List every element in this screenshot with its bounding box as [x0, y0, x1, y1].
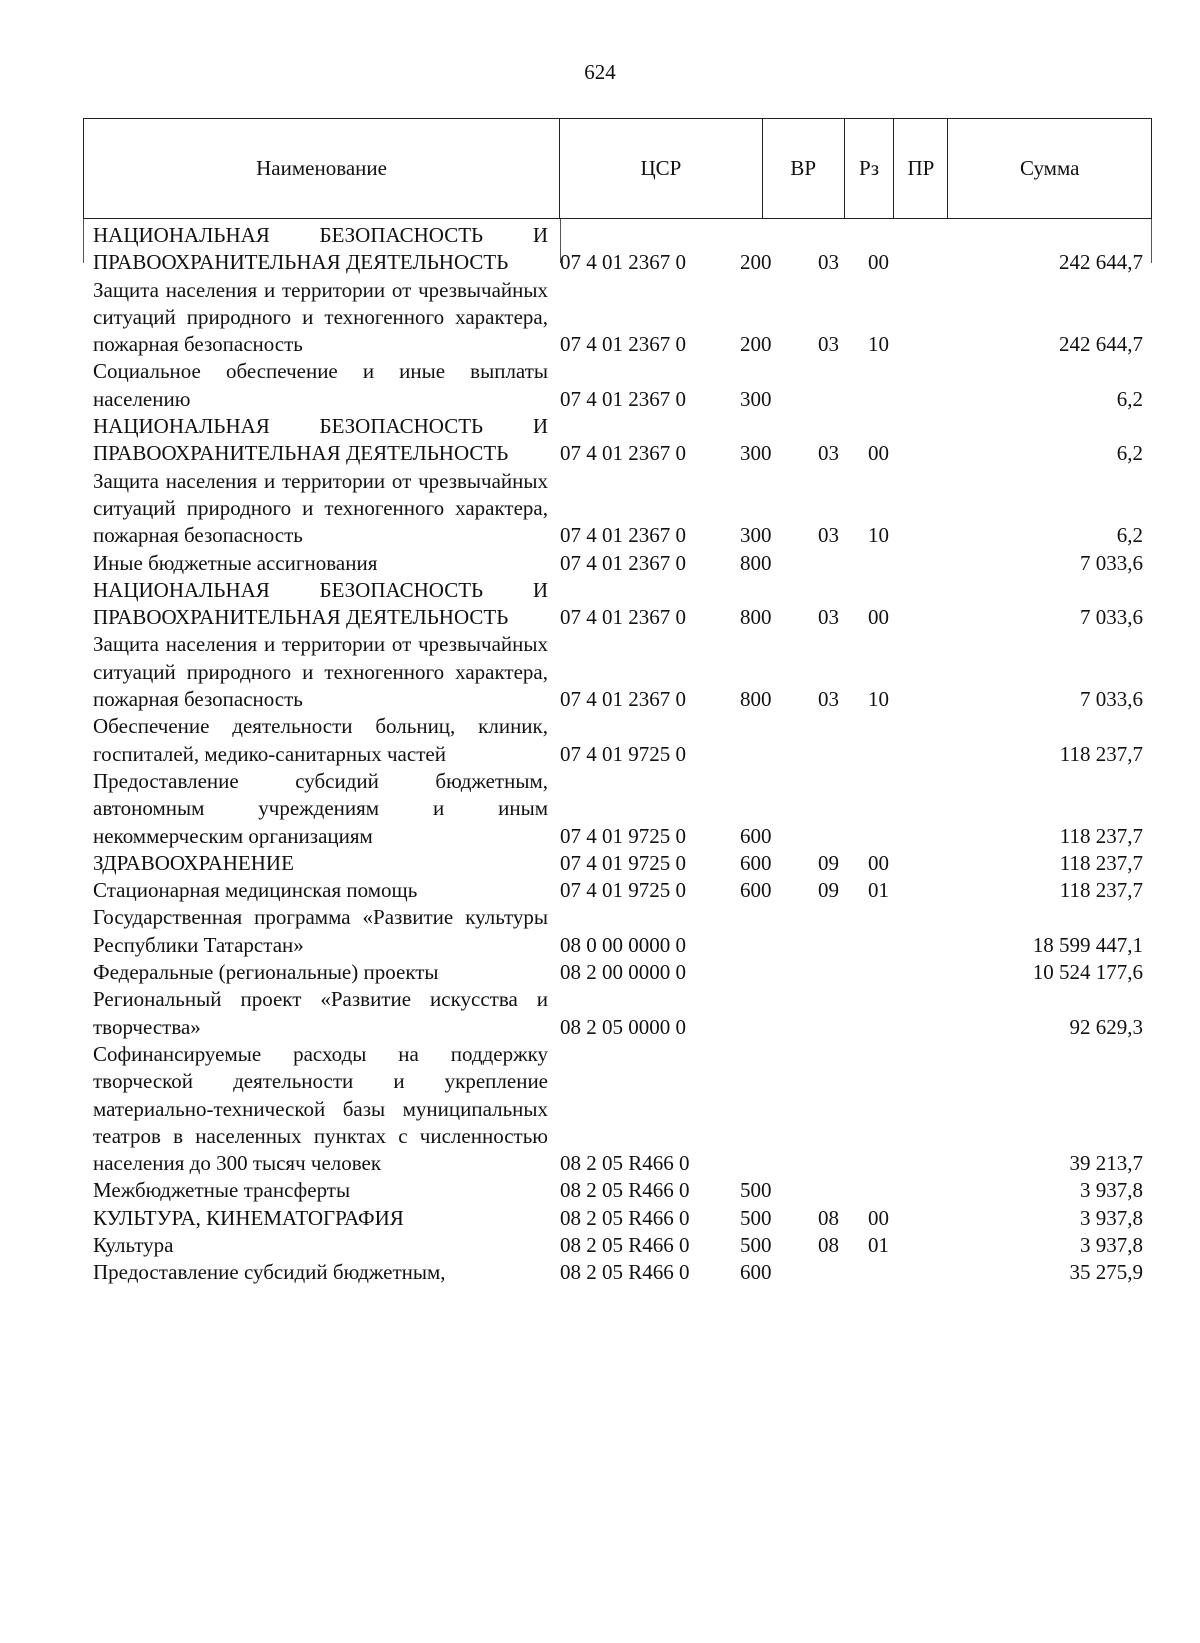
table-row [93, 1177, 1143, 1204]
row-csr: 08 2 05 R466 0 [560, 1260, 690, 1285]
row-rz: 03 [818, 523, 839, 548]
row-pr: 10 [868, 332, 889, 357]
row-name: Стационарная медицинская помощь [93, 878, 418, 903]
row-vr: 600 [740, 850, 772, 875]
row-rz: 03 [818, 250, 839, 275]
row-rz: 03 [818, 687, 839, 712]
row-name: Софинансируемые расходы на поддержку творческой деятельности и укрепление материально-технической базы муниципальных театров в населенных пунктах с численностью населения до 300 тысяч человек [93, 1041, 548, 1176]
table-row [93, 959, 1143, 986]
table-row [93, 713, 1143, 768]
row-sum: 118 237,7 [1059, 878, 1143, 903]
header-vr: ВР [763, 119, 845, 218]
row-csr: 07 4 01 2367 0 [560, 332, 686, 357]
table-row [93, 222, 1143, 277]
table-row [93, 277, 1143, 359]
table-row [93, 986, 1143, 1041]
page-number: 624 [584, 60, 616, 84]
row-csr: 07 4 01 2367 0 [560, 386, 686, 411]
table-row [93, 877, 1143, 904]
row-sum: 7 033,6 [1080, 550, 1143, 575]
table-row [93, 358, 1143, 413]
row-csr: 07 4 01 2367 0 [560, 550, 686, 575]
row-sum: 7 033,6 [1080, 687, 1143, 712]
header-pr: ПР [894, 119, 948, 218]
row-pr: 00 [868, 605, 889, 630]
row-csr: 08 2 05 R466 0 [560, 1178, 690, 1203]
row-sum: 10 524 177,6 [1032, 960, 1143, 985]
table-row [93, 631, 1143, 713]
row-sum: 118 237,7 [1059, 850, 1143, 875]
table-body [93, 222, 1143, 1287]
row-vr: 200 [740, 332, 772, 357]
row-csr: 08 2 05 R466 0 [560, 1151, 690, 1176]
column-divider [83, 219, 84, 263]
row-csr: 07 4 01 9725 0 [560, 878, 686, 903]
row-csr: 08 2 05 0000 0 [560, 1014, 686, 1039]
row-rz: 09 [818, 850, 839, 875]
table-row [93, 850, 1143, 877]
row-vr: 300 [740, 441, 772, 466]
row-sum: 6,2 [1116, 441, 1143, 466]
table-row [93, 1232, 1143, 1259]
table-row [93, 1205, 1143, 1232]
row-sum: 7 033,6 [1080, 605, 1143, 630]
row-name: Иные бюджетные ассигнования [93, 550, 378, 575]
row-vr: 500 [740, 1205, 772, 1230]
row-csr: 08 2 00 0000 0 [560, 960, 686, 985]
row-csr: 07 4 01 2367 0 [560, 523, 686, 548]
row-name: НАЦИОНАЛЬНАЯ БЕЗОПАСНОСТЬ И ПРАВООХРАНИТЕЛЬНАЯ ДЕЯТЕЛЬНОСТЬ [93, 577, 548, 630]
row-name: Государственная программа «Развитие культуры Республики Татарстан» [93, 905, 548, 957]
row-csr: 07 4 01 2367 0 [560, 250, 686, 275]
row-name: Защита населения и территории от чрезвычайных ситуаций природного и техногенного характера, пожарная безопасность [93, 632, 548, 712]
row-pr: 01 [868, 1232, 889, 1257]
row-vr: 800 [740, 550, 772, 575]
row-csr: 07 4 01 2367 0 [560, 605, 686, 630]
row-name: Межбюджетные трансферты [93, 1178, 351, 1203]
row-vr: 600 [740, 1260, 772, 1285]
row-rz: 03 [818, 605, 839, 630]
row-pr: 00 [868, 1205, 889, 1230]
row-name: ЗДРАВООХРАНЕНИЕ [93, 850, 294, 875]
row-pr: 10 [868, 523, 889, 548]
row-csr: 07 4 01 9725 0 [560, 850, 686, 875]
row-pr: 10 [868, 687, 889, 712]
row-name: НАЦИОНАЛЬНАЯ БЕЗОПАСНОСТЬ И ПРАВООХРАНИТЕЛЬНАЯ ДЕЯТЕЛЬНОСТЬ [93, 414, 548, 466]
row-sum: 35 275,9 [1069, 1260, 1143, 1285]
table-row [93, 468, 1143, 550]
row-sum: 6,2 [1116, 523, 1143, 548]
header-sum: Сумма [1019, 156, 1080, 180]
row-vr: 600 [740, 878, 772, 903]
row-sum: 242 644,7 [1059, 250, 1143, 275]
row-pr: 01 [868, 878, 889, 903]
row-name: НАЦИОНАЛЬНАЯ БЕЗОПАСНОСТЬ И ПРАВООХРАНИТЕЛЬНАЯ ДЕЯТЕЛЬНОСТЬ [93, 223, 548, 275]
row-sum: 118 237,7 [1059, 741, 1143, 766]
row-csr: 08 0 00 0000 0 [560, 932, 686, 957]
row-csr: 08 2 05 R466 0 [560, 1205, 690, 1230]
row-name: Предоставление субсидий бюджетным, [93, 1260, 446, 1285]
row-rz: 03 [818, 332, 839, 357]
row-pr: 00 [868, 850, 889, 875]
table-row [93, 550, 1143, 577]
row-vr: 600 [740, 823, 772, 848]
row-name: Социальное обеспечение и иные выплаты населению [93, 359, 548, 411]
row-csr: 08 2 05 R466 0 [560, 1232, 690, 1257]
row-rz: 09 [818, 878, 839, 903]
row-vr: 800 [740, 687, 772, 712]
row-name: Предоставление субсидий бюджетным, автономным учреждениям и иным некоммерческим организациям [93, 768, 548, 848]
row-name: Региональный проект «Развитие искусства и творчества» [93, 987, 548, 1039]
table-row [93, 768, 1143, 850]
table-row [93, 577, 1143, 632]
row-name: Обеспечение деятельности больниц, клиник, госпиталей, медико-санитарных частей [93, 714, 548, 766]
row-vr: 500 [740, 1232, 772, 1257]
row-vr: 200 [740, 250, 772, 275]
row-sum: 92 629,3 [1069, 1014, 1143, 1039]
row-pr: 00 [868, 441, 889, 466]
row-csr: 07 4 01 2367 0 [560, 687, 686, 712]
row-name: Защита населения и территории от чрезвычайных ситуаций природного и техногенного характера, пожарная безопасность [93, 277, 548, 357]
header-rz: Рз [845, 119, 895, 218]
row-name: Культура [93, 1232, 174, 1257]
row-csr: 07 4 01 2367 0 [560, 441, 686, 466]
table-header [83, 118, 1152, 219]
row-sum: 3 937,8 [1080, 1232, 1143, 1257]
row-rz: 08 [818, 1205, 839, 1230]
row-sum: 242 644,7 [1059, 332, 1143, 357]
row-sum: 6,2 [1116, 386, 1143, 411]
row-sum: 39 213,7 [1069, 1151, 1143, 1176]
row-sum: 3 937,8 [1080, 1178, 1143, 1203]
header-csr: ЦСР [560, 119, 763, 218]
column-divider [1151, 219, 1152, 263]
row-csr: 07 4 01 9725 0 [560, 741, 686, 766]
table-row [93, 1041, 1143, 1177]
row-vr: 500 [740, 1178, 772, 1203]
row-rz: 03 [818, 441, 839, 466]
header-name: Наименование [84, 119, 560, 218]
row-name: Федеральные (региональные) проекты [93, 960, 439, 985]
row-sum: 118 237,7 [1059, 823, 1143, 848]
row-csr: 07 4 01 9725 0 [560, 823, 686, 848]
row-name: Защита населения и территории от чрезвычайных ситуаций природного и техногенного характера, пожарная безопасность [93, 468, 548, 548]
table-row [93, 904, 1143, 959]
table-row [93, 413, 1143, 468]
table-row [93, 1259, 1143, 1286]
row-rz: 08 [818, 1232, 839, 1257]
row-vr: 800 [740, 605, 772, 630]
row-sum: 18 599 447,1 [1032, 932, 1143, 957]
row-vr: 300 [740, 523, 772, 548]
row-vr: 300 [740, 386, 772, 411]
row-sum: 3 937,8 [1080, 1205, 1143, 1230]
row-name: КУЛЬТУРА, КИНЕМАТОГРАФИЯ [93, 1205, 404, 1230]
row-pr: 00 [868, 250, 889, 275]
